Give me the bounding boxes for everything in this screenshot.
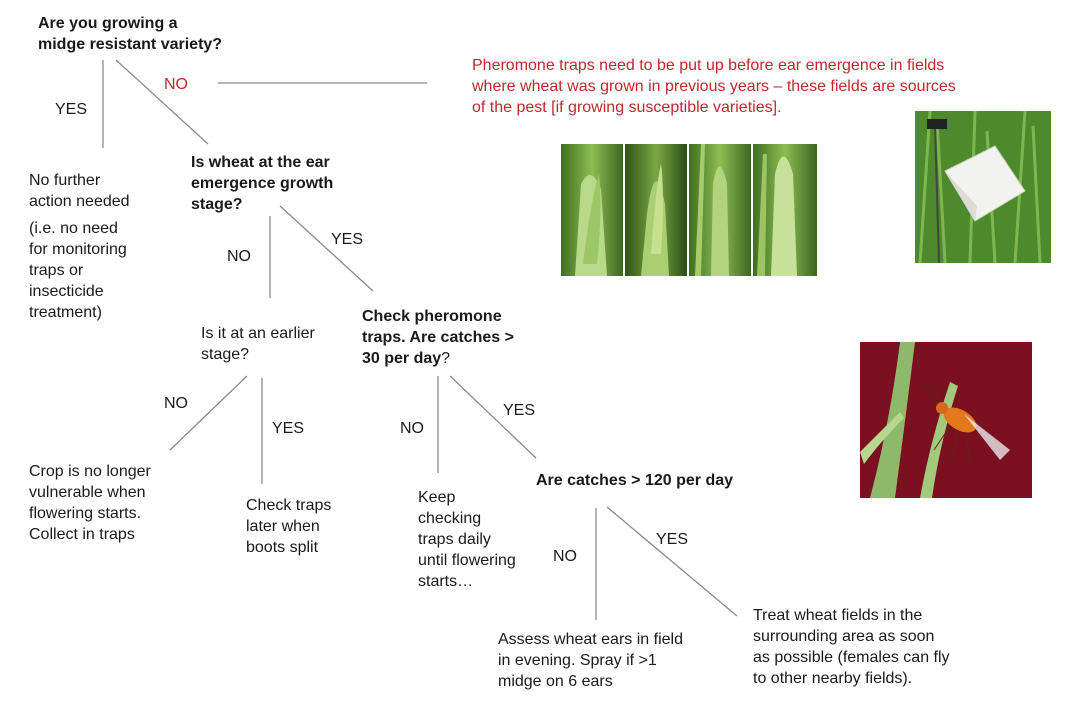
label-q3-yes: YES xyxy=(272,420,305,437)
question-earlier-stage: Is it at an earlier stage? xyxy=(201,325,315,363)
assess-ears-text: Assess wheat ears in field in evening. Spray if >1 midge on 6 ears xyxy=(498,631,683,690)
keep-checking-text: Keep checking traps daily until flowering starts… xyxy=(418,489,516,590)
question-30-per-day: Check pheromone traps. Are catches > 30 per day? xyxy=(362,308,514,367)
wheat-ear-emergence-photos xyxy=(561,144,817,276)
no-action-text: No further action needed (i.e. no need for monitoring traps or insecticide treatment) xyxy=(29,172,130,321)
question-resistant-variety: Are you growing a midge resistant variety? xyxy=(38,15,223,53)
label-q3-no: NO xyxy=(164,395,188,412)
question-120-per-day: Are catches > 120 per day xyxy=(536,472,734,489)
pheromone-note: Pheromone traps need to be put up before ear emergence in fields where wheat was grown in previous years – these fields are sources of the pest [if growing susceptible varieties]. xyxy=(472,57,956,116)
label-q1-yes: YES xyxy=(55,101,88,118)
question-ear-emergence: Is wheat at the ear emergence growth stage? xyxy=(191,154,334,213)
crop-not-vulnerable-text: Crop is no longer vulnerable when flowering starts. Collect in traps xyxy=(29,463,151,543)
label-q4-yes: YES xyxy=(503,402,536,419)
line-q5-yes xyxy=(607,507,737,616)
label-q4-no: NO xyxy=(400,420,424,437)
label-q2-yes: YES xyxy=(331,231,364,248)
check-traps-later-text: Check traps later when boots split xyxy=(246,497,332,556)
pheromone-trap-photo xyxy=(915,111,1051,263)
label-q5-yes: YES xyxy=(656,531,689,548)
treat-fields-text: Treat wheat fields in the surrounding area as soon as possible (females can fly to other nearby fields). xyxy=(753,607,950,687)
midge-photo xyxy=(860,342,1032,498)
label-q5-no: NO xyxy=(553,548,577,565)
label-q2-no: NO xyxy=(227,248,251,265)
label-q1-no: NO xyxy=(164,76,188,93)
line-q1-no xyxy=(116,60,208,144)
